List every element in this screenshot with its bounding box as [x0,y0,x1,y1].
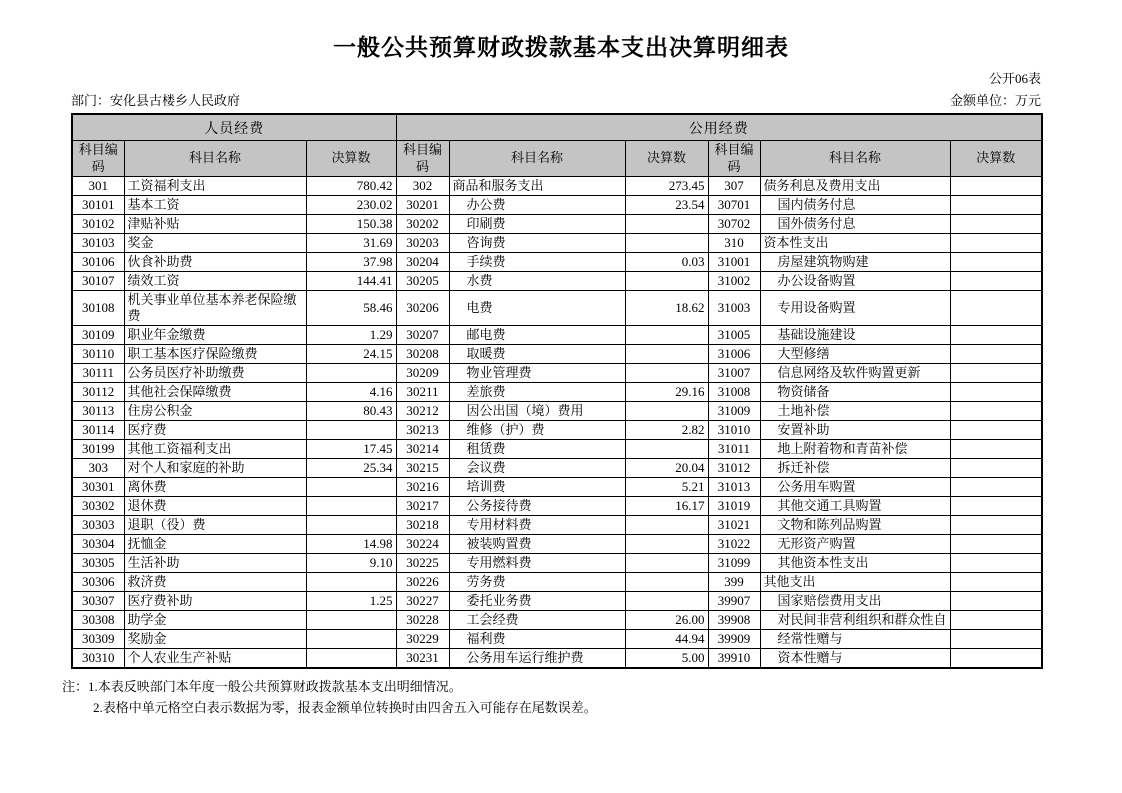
subject-name-cell: 被装购置费 [449,534,625,553]
col-header-subject-code: 科目编码 [708,141,760,177]
amount-cell [950,233,1042,252]
subject-code-cell: 30101 [72,195,124,214]
amount-cell [950,363,1042,382]
subject-code-cell: 30208 [396,344,449,363]
subject-code-cell: 31019 [708,496,760,515]
subject-name-cell: 津贴补贴 [124,214,306,233]
amount-cell: 150.38 [306,214,396,233]
amount-cell: 58.46 [306,290,396,325]
subject-name-cell: 工资福利支出 [124,176,306,195]
subject-name-cell: 伙食补助费 [124,252,306,271]
amount-cell: 230.02 [306,195,396,214]
subject-code-cell: 30209 [396,363,449,382]
subject-name-cell: 土地补偿 [760,401,950,420]
amount-cell [625,591,708,610]
subject-name-cell: 委托业务费 [449,591,625,610]
subject-name-cell: 对个人和家庭的补助 [124,458,306,477]
amount-cell: 1.25 [306,591,396,610]
table-row [72,572,1042,591]
amount-cell [625,553,708,572]
amount-cell [625,271,708,290]
subject-name-cell: 维修（护）费 [449,420,625,439]
amount-cell [950,629,1042,648]
subject-code-cell: 30204 [396,252,449,271]
subject-code-cell: 30306 [72,572,124,591]
column-header-row [72,141,1042,177]
subject-code-cell: 30217 [396,496,449,515]
amount-cell [625,363,708,382]
subject-code-cell: 31001 [708,252,760,271]
subject-name-cell: 公务用车运行维护费 [449,648,625,668]
amount-cell: 780.42 [306,176,396,195]
subject-code-cell: 30214 [396,439,449,458]
amount-cell [306,648,396,668]
table-row [72,214,1042,233]
subject-name-cell: 国外债务付息 [760,214,950,233]
subject-code-cell: 30302 [72,496,124,515]
table-row [72,382,1042,401]
amount-cell [625,515,708,534]
subject-code-cell: 39909 [708,629,760,648]
subject-code-cell: 30106 [72,252,124,271]
subject-code-cell: 30227 [396,591,449,610]
subject-name-cell: 国家赔偿费用支出 [760,591,950,610]
subject-code-cell: 30112 [72,382,124,401]
subject-name-cell: 物资储备 [760,382,950,401]
meta-row [71,93,1041,109]
subject-name-cell: 其他工资福利支出 [124,439,306,458]
subject-code-cell: 30224 [396,534,449,553]
amount-cell [950,382,1042,401]
amount-cell: 44.94 [625,629,708,648]
subject-name-cell: 个人农业生产补贴 [124,648,306,668]
amount-cell: 17.45 [306,439,396,458]
note-line-1 [62,677,1041,698]
subject-name-cell: 对民间非营利组织和群众性自 [760,610,950,629]
subject-code-cell: 31002 [708,271,760,290]
subject-name-cell: 专用燃料费 [449,553,625,572]
col-header-subject-name: 科目名称 [124,141,306,177]
subject-code-cell: 31013 [708,477,760,496]
amount-cell: 2.82 [625,420,708,439]
subject-name-cell: 无形资产购置 [760,534,950,553]
subject-name-cell: 办公费 [449,195,625,214]
group-header-personnel: 人员经费 [72,114,396,141]
subject-code-cell: 30205 [396,271,449,290]
table-row [72,401,1042,420]
subject-code-cell: 31012 [708,458,760,477]
group-header-row [72,114,1042,141]
table-row [72,648,1042,668]
subject-name-cell: 医疗费补助 [124,591,306,610]
amount-cell [306,610,396,629]
subject-name-cell: 邮电费 [449,325,625,344]
subject-name-cell: 大型修缮 [760,344,950,363]
subject-name-cell: 职工基本医疗保险缴费 [124,344,306,363]
amount-cell [625,534,708,553]
table-row [72,496,1042,515]
subject-code-cell: 30113 [72,401,124,420]
subject-name-cell: 其他资本性支出 [760,553,950,572]
subject-code-cell: 30102 [72,214,124,233]
subject-code-cell: 30305 [72,553,124,572]
subject-name-cell: 基础设施建设 [760,325,950,344]
amount-cell: 273.45 [625,176,708,195]
subject-code-cell: 30212 [396,401,449,420]
subject-name-cell: 救济费 [124,572,306,591]
col-header-subject-name: 科目名称 [449,141,625,177]
subject-name-cell: 生活补助 [124,553,306,572]
subject-code-cell: 30215 [396,458,449,477]
subject-code-cell: 30201 [396,195,449,214]
amount-cell: 37.98 [306,252,396,271]
doc-label: 公开06表 [988,70,1041,86]
table-row [72,629,1042,648]
table-row [72,290,1042,325]
subject-code-cell: 303 [72,458,124,477]
amount-cell [306,363,396,382]
table-row [72,176,1042,195]
amount-cell: 29.16 [625,382,708,401]
table-row [72,195,1042,214]
subject-name-cell: 专用设备购置 [760,290,950,325]
amount-cell: 4.16 [306,382,396,401]
subject-code-cell: 30301 [72,477,124,496]
amount-cell [625,344,708,363]
subject-code-cell: 30702 [708,214,760,233]
subject-code-cell: 30229 [396,629,449,648]
amount-cell [950,271,1042,290]
amount-cell [950,477,1042,496]
amount-cell [950,439,1042,458]
subject-code-cell: 30213 [396,420,449,439]
amount-cell [950,610,1042,629]
subject-name-cell: 基本工资 [124,195,306,214]
table-row [72,477,1042,496]
subject-name-cell: 绩效工资 [124,271,306,290]
subject-name-cell: 房屋建筑物购建 [760,252,950,271]
amount-cell: 5.21 [625,477,708,496]
subject-name-cell: 商品和服务支出 [449,176,625,195]
amount-cell [306,420,396,439]
subject-name-cell: 奖金 [124,233,306,252]
subject-name-cell: 拆迁补偿 [760,458,950,477]
amount-cell [625,401,708,420]
subject-code-cell: 30228 [396,610,449,629]
note-text-2: 2.表格中单元格空白表示数据为零，报表金额单位转换时由四舍五入可能存在尾数误差。 [93,699,597,715]
amount-cell [950,648,1042,668]
amount-cell: 9.10 [306,553,396,572]
subject-name-cell: 手续费 [449,252,625,271]
table-row [72,344,1042,363]
subject-code-cell: 302 [396,176,449,195]
subject-name-cell: 印刷费 [449,214,625,233]
amount-cell [950,553,1042,572]
subject-code-cell: 30307 [72,591,124,610]
subject-code-cell: 31008 [708,382,760,401]
note-text-1: 1.本表反映部门本年度一般公共预算财政拨款基本支出明细情况。 [88,678,462,694]
amount-cell [950,176,1042,195]
amount-cell [306,477,396,496]
unit-label: 金额单位：万元 [949,93,1041,109]
amount-cell [625,325,708,344]
subject-code-cell: 30211 [396,382,449,401]
subject-name-cell: 文物和陈列品购置 [760,515,950,534]
subject-name-cell: 其他交通工具购置 [760,496,950,515]
subject-code-cell: 39908 [708,610,760,629]
subject-code-cell: 399 [708,572,760,591]
page-title: 一般公共预算财政拨款基本支出决算明细表 [333,35,789,60]
subject-code-cell: 30110 [72,344,124,363]
amount-cell: 18.62 [625,290,708,325]
col-header-final-amount: 决算数 [950,141,1042,177]
subject-name-cell: 培训费 [449,477,625,496]
subject-name-cell: 资本性支出 [760,233,950,252]
subject-name-cell: 职业年金缴费 [124,325,306,344]
amount-cell [306,496,396,515]
subject-code-cell: 31006 [708,344,760,363]
amount-cell [306,515,396,534]
subject-name-cell: 住房公积金 [124,401,306,420]
subject-name-cell: 公务员医疗补助缴费 [124,363,306,382]
subject-code-cell: 30218 [396,515,449,534]
subject-code-cell: 30309 [72,629,124,648]
amount-cell [950,325,1042,344]
subject-name-cell: 退休费 [124,496,306,515]
subject-code-cell: 31005 [708,325,760,344]
amount-cell: 1.29 [306,325,396,344]
note-line-2 [93,698,1041,719]
subject-name-cell: 物业管理费 [449,363,625,382]
amount-cell [950,496,1042,515]
table-row [72,553,1042,572]
amount-cell [625,233,708,252]
subject-code-cell: 31011 [708,439,760,458]
subject-name-cell: 公务接待费 [449,496,625,515]
budget-table [71,113,1043,669]
subject-code-cell: 30206 [396,290,449,325]
note-prefix: 注： [62,678,89,694]
subject-name-cell: 信息网络及软件购置更新 [760,363,950,382]
subject-code-cell: 31007 [708,363,760,382]
amount-cell: 5.00 [625,648,708,668]
subject-name-cell: 抚恤金 [124,534,306,553]
subject-name-cell: 租赁费 [449,439,625,458]
amount-cell [306,629,396,648]
subject-name-cell: 其他社会保障缴费 [124,382,306,401]
subject-name-cell: 安置补助 [760,420,950,439]
subject-name-cell: 医疗费 [124,420,306,439]
subject-name-cell: 会议费 [449,458,625,477]
subject-code-cell: 39910 [708,648,760,668]
amount-cell: 144.41 [306,271,396,290]
subject-name-cell: 咨询费 [449,233,625,252]
amount-cell [950,515,1042,534]
amount-cell [950,572,1042,591]
subject-code-cell: 30202 [396,214,449,233]
subject-code-cell: 30310 [72,648,124,668]
amount-cell: 80.43 [306,401,396,420]
table-row [72,325,1042,344]
content-area [62,70,1041,719]
amount-cell: 0.03 [625,252,708,271]
subject-name-cell: 退职（役）费 [124,515,306,534]
subject-code-cell: 30303 [72,515,124,534]
col-header-final-amount: 决算数 [306,141,396,177]
amount-cell [950,458,1042,477]
subject-name-cell: 专用材料费 [449,515,625,534]
subject-name-cell: 差旅费 [449,382,625,401]
subject-name-cell: 福利费 [449,629,625,648]
subject-code-cell: 30304 [72,534,124,553]
amount-cell [625,214,708,233]
subject-code-cell: 30114 [72,420,124,439]
amount-cell: 25.34 [306,458,396,477]
table-row [72,252,1042,271]
subject-code-cell: 30107 [72,271,124,290]
subject-name-cell: 机关事业单位基本养老保险缴费 [124,290,306,325]
table-row [72,458,1042,477]
subject-name-cell: 水费 [449,271,625,290]
subject-code-cell: 30111 [72,363,124,382]
subject-name-cell: 经常性赠与 [760,629,950,648]
col-header-subject-name: 科目名称 [760,141,950,177]
subject-name-cell: 取暖费 [449,344,625,363]
amount-cell [950,401,1042,420]
amount-cell [306,572,396,591]
notes [62,677,1041,719]
amount-cell: 24.15 [306,344,396,363]
subject-code-cell: 30308 [72,610,124,629]
amount-cell [950,344,1042,363]
amount-cell: 20.04 [625,458,708,477]
subject-code-cell: 31009 [708,401,760,420]
subject-code-cell: 30103 [72,233,124,252]
table-row [72,271,1042,290]
table-row [72,233,1042,252]
col-header-subject-code: 科目编码 [396,141,449,177]
subject-code-cell: 30109 [72,325,124,344]
subject-name-cell: 债务利息及费用支出 [760,176,950,195]
amount-cell [625,439,708,458]
table-row [72,420,1042,439]
subject-code-cell: 310 [708,233,760,252]
amount-cell [950,290,1042,325]
subject-name-cell: 资本性赠与 [760,648,950,668]
group-header-public: 公用经费 [396,114,1042,141]
subject-code-cell: 39907 [708,591,760,610]
subject-name-cell: 劳务费 [449,572,625,591]
table-row [72,363,1042,382]
subject-name-cell: 因公出国（境）费用 [449,401,625,420]
col-header-subject-code: 科目编码 [72,141,124,177]
amount-cell [950,591,1042,610]
amount-cell [950,420,1042,439]
subject-code-cell: 30203 [396,233,449,252]
subject-name-cell: 工会经费 [449,610,625,629]
subject-code-cell: 30226 [396,572,449,591]
amount-cell: 23.54 [625,195,708,214]
subject-code-cell: 30216 [396,477,449,496]
subject-name-cell: 国内债务付息 [760,195,950,214]
amount-cell [950,534,1042,553]
subject-code-cell: 30207 [396,325,449,344]
subject-code-cell: 31099 [708,553,760,572]
subject-code-cell: 301 [72,176,124,195]
amount-cell: 16.17 [625,496,708,515]
subject-code-cell: 30108 [72,290,124,325]
subject-name-cell: 助学金 [124,610,306,629]
subject-code-cell: 31003 [708,290,760,325]
table-row [72,610,1042,629]
subject-code-cell: 30231 [396,648,449,668]
table-row [72,534,1042,553]
col-header-final-amount: 决算数 [625,141,708,177]
subject-name-cell: 电费 [449,290,625,325]
subject-name-cell: 办公设备购置 [760,271,950,290]
amount-cell [950,214,1042,233]
table-row [72,515,1042,534]
amount-cell: 14.98 [306,534,396,553]
subject-code-cell: 31010 [708,420,760,439]
subject-code-cell: 30225 [396,553,449,572]
table-row [72,439,1042,458]
table-body [72,176,1042,668]
subject-code-cell: 30199 [72,439,124,458]
amount-cell [625,572,708,591]
subject-name-cell: 奖励金 [124,629,306,648]
amount-cell [950,252,1042,271]
table-row [72,591,1042,610]
subject-code-cell: 30701 [708,195,760,214]
subject-name-cell: 地上附着物和青苗补偿 [760,439,950,458]
subject-code-cell: 31021 [708,515,760,534]
department-label: 部门：安化县古楼乡人民政府 [71,93,241,109]
subject-name-cell: 其他支出 [760,572,950,591]
amount-cell: 31.69 [306,233,396,252]
subject-code-cell: 31022 [708,534,760,553]
subject-code-cell: 307 [708,176,760,195]
subject-name-cell: 公务用车购置 [760,477,950,496]
subject-name-cell: 离休费 [124,477,306,496]
amount-cell: 26.00 [625,610,708,629]
amount-cell [950,195,1042,214]
